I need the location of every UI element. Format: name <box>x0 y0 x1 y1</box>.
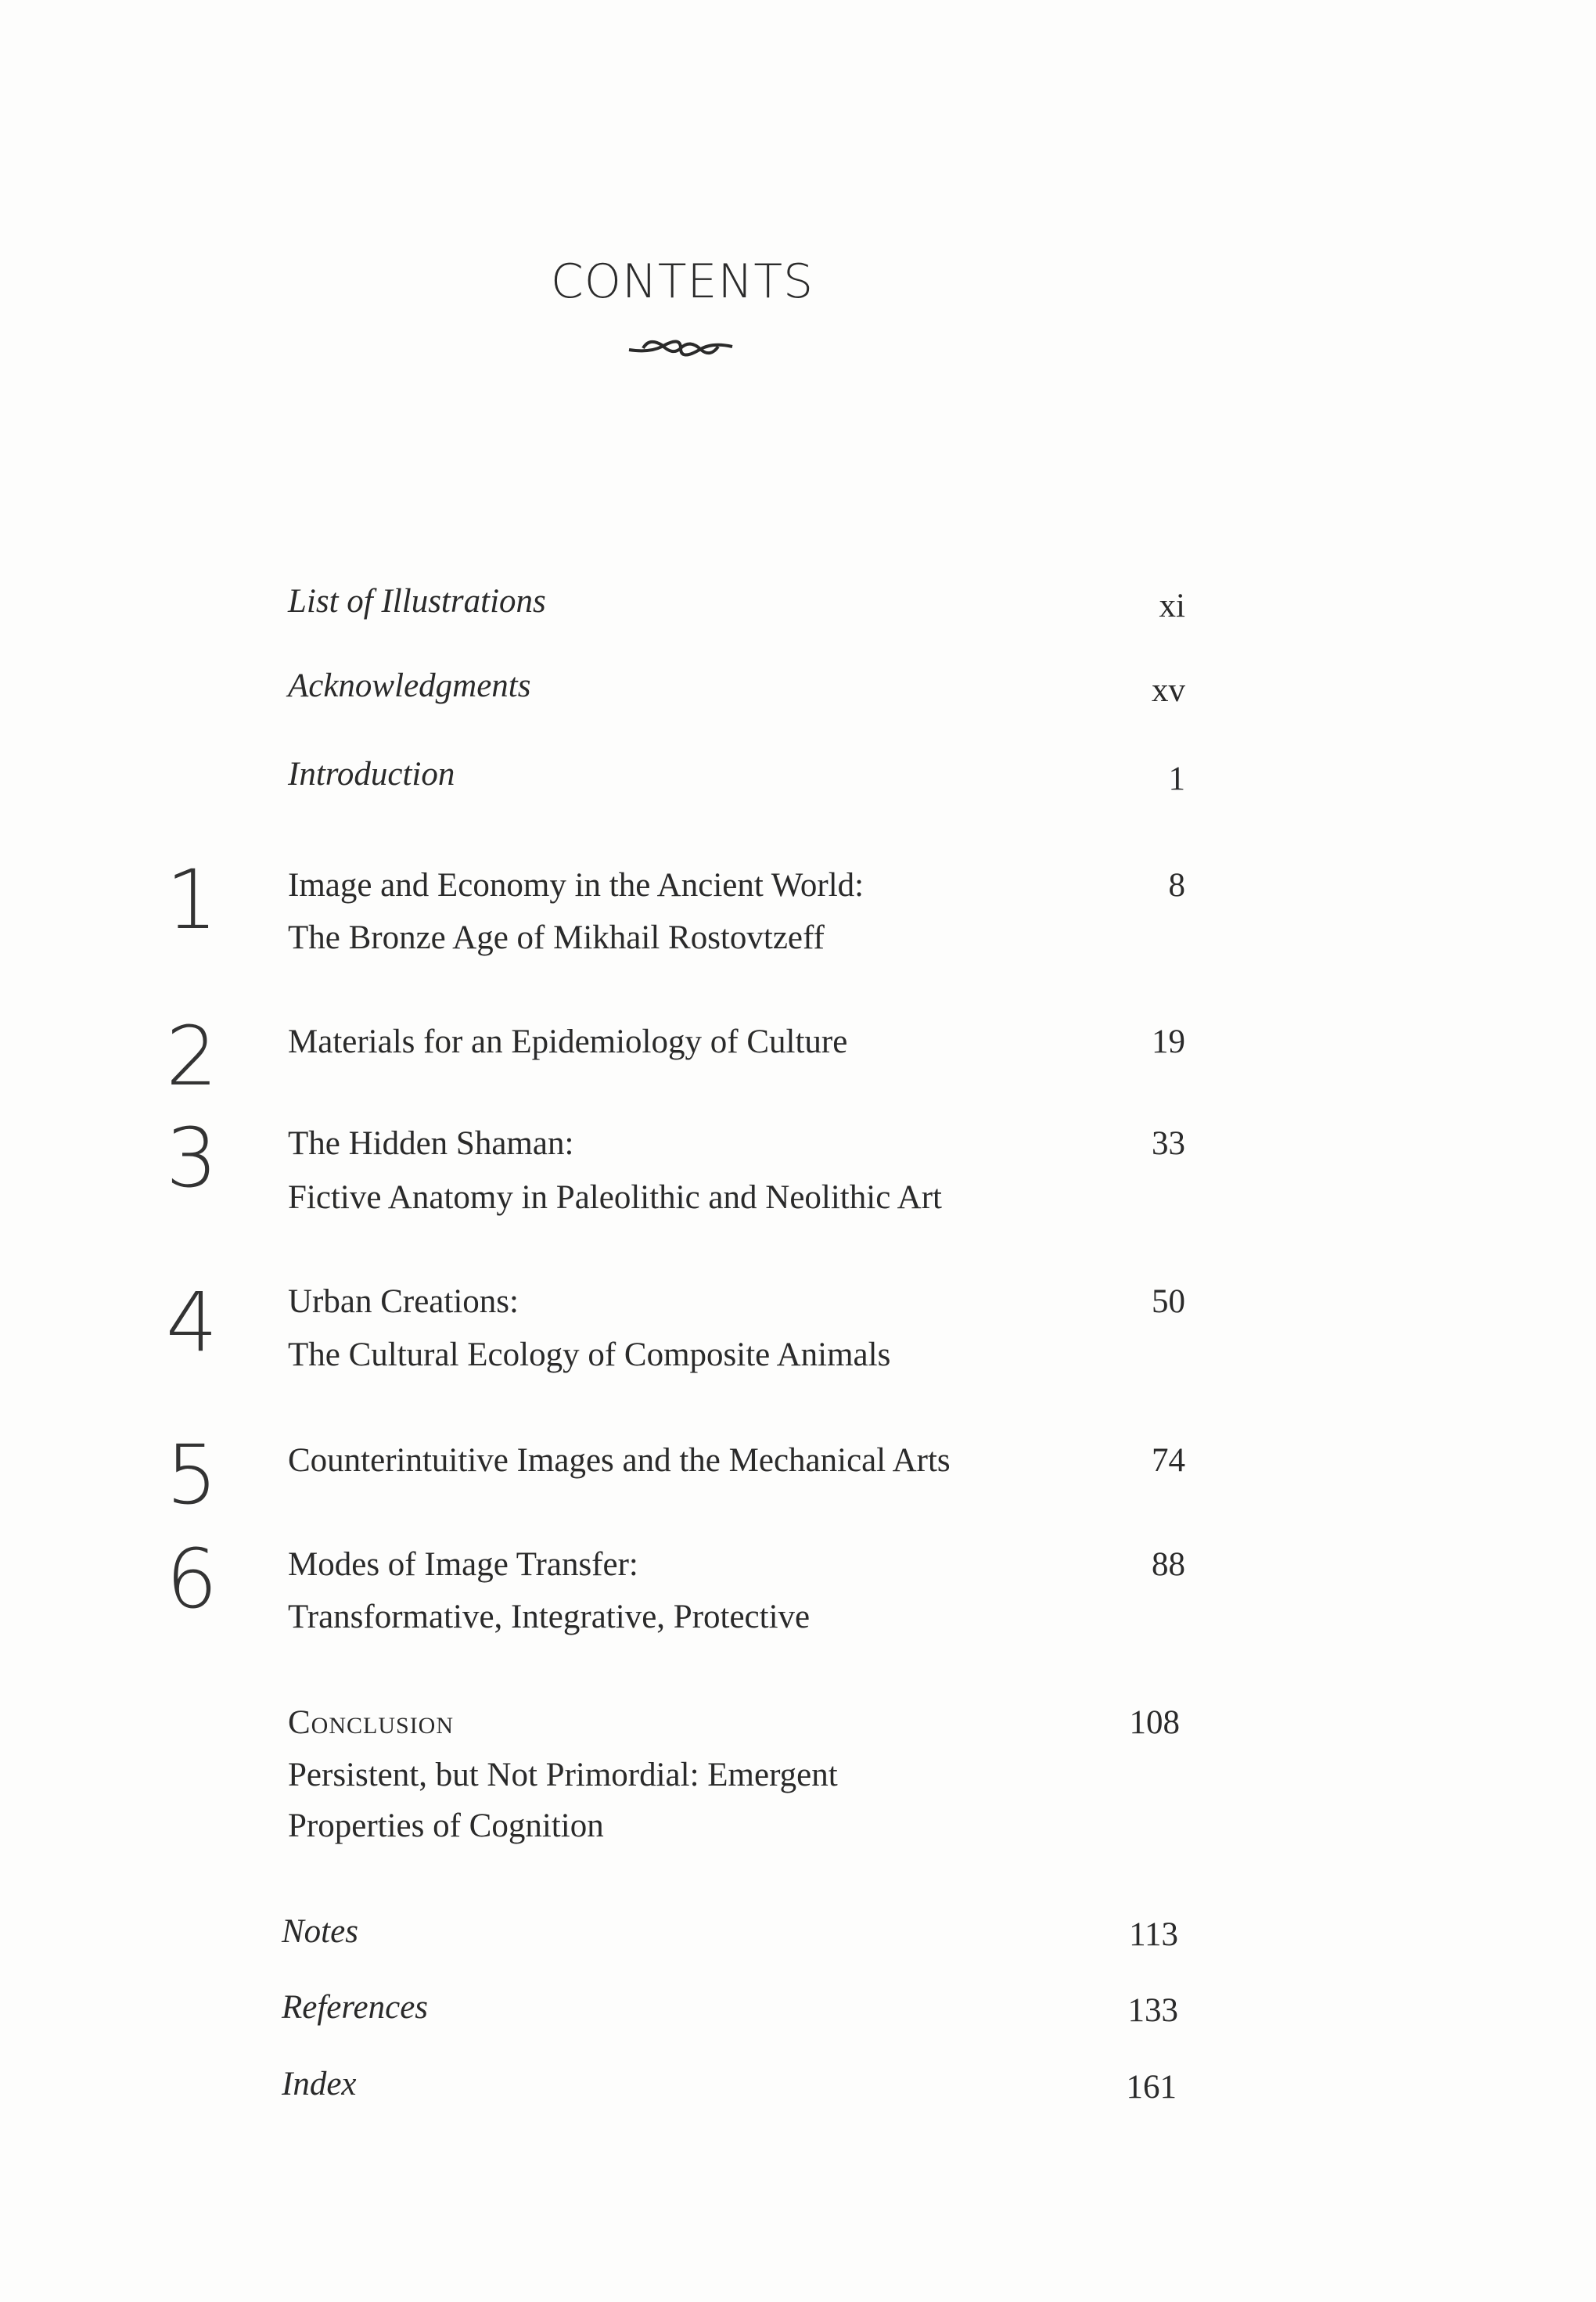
chapter-number: 2 <box>166 1009 218 1104</box>
toc-entry-illustrations[interactable] <box>0 575 1596 624</box>
toc-entry-references[interactable] <box>0 1981 1596 2029</box>
chapter-number: 5 <box>166 1427 218 1523</box>
entry-page: xi <box>1159 588 1185 624</box>
entry-label: List of Illustrations <box>288 583 546 620</box>
entry-label: Introduction <box>288 756 455 793</box>
toc-conclusion[interactable] <box>0 1696 1596 1844</box>
chapter-title: Urban Creations: <box>288 1283 519 1320</box>
entry-page: 161 <box>1126 2069 1177 2106</box>
entry-page: 8 <box>1168 867 1185 904</box>
conclusion-subtitle: Properties of Cognition <box>288 1807 604 1844</box>
toc-entry-notes[interactable] <box>0 1905 1596 1953</box>
toc-chapter-3[interactable] <box>0 1110 1596 1216</box>
entry-label: Acknowledgments <box>288 667 531 704</box>
entry-label: Index <box>282 2066 357 2102</box>
entry-page: 33 <box>1152 1125 1185 1162</box>
toc-entry-index[interactable] <box>0 2058 1596 2106</box>
entry-page: 74 <box>1152 1442 1185 1479</box>
entry-label: Notes <box>282 1913 358 1950</box>
toc-chapter-6[interactable] <box>0 1531 1596 1635</box>
conclusion-title: Persistent, but Not Primordial: Emergent <box>288 1757 838 1793</box>
chapter-subtitle: The Bronze Age of Mikhail Rostovtzeff <box>288 919 825 956</box>
chapter-title: Materials for an Epidemiology of Culture <box>288 1023 848 1060</box>
toc-entry-introduction[interactable] <box>0 748 1596 797</box>
chapter-number: 1 <box>166 852 218 948</box>
entry-page: xv <box>1152 672 1185 709</box>
toc-chapter-1[interactable] <box>0 852 1596 956</box>
page-title: CONTENTS <box>550 254 814 309</box>
chapter-number: 4 <box>166 1275 218 1370</box>
chapter-subtitle: Fictive Anatomy in Paleolithic and Neolithic Art <box>288 1179 942 1216</box>
chapter-title: Counterintuitive Images and the Mechanical Arts <box>288 1442 951 1479</box>
chapter-subtitle: The Cultural Ecology of Composite Animals <box>288 1336 891 1373</box>
chapter-title: Modes of Image Transfer: <box>288 1546 638 1583</box>
conclusion-heading: Conclusion <box>288 1704 455 1741</box>
entry-page: 108 <box>1129 1704 1180 1741</box>
chapter-title: The Hidden Shaman: <box>288 1125 574 1162</box>
toc-chapter-5[interactable] <box>0 1427 1596 1523</box>
entry-page: 88 <box>1152 1546 1185 1583</box>
chapter-subtitle: Transformative, Integrative, Protective <box>288 1599 811 1635</box>
toc-chapter-4[interactable] <box>0 1275 1596 1373</box>
entry-page: 113 <box>1129 1916 1178 1953</box>
chapter-title: Image and Economy in the Ancient World: <box>288 867 864 904</box>
entry-page: 19 <box>1152 1023 1185 1060</box>
entry-page: 50 <box>1152 1283 1185 1320</box>
chapter-number: 3 <box>166 1110 218 1206</box>
ornament-icon <box>626 333 735 364</box>
chapter-number: 6 <box>166 1531 218 1627</box>
entry-label: References <box>282 1989 429 2026</box>
entry-page: 1 <box>1168 761 1185 797</box>
entry-page: 133 <box>1127 1992 1178 2029</box>
